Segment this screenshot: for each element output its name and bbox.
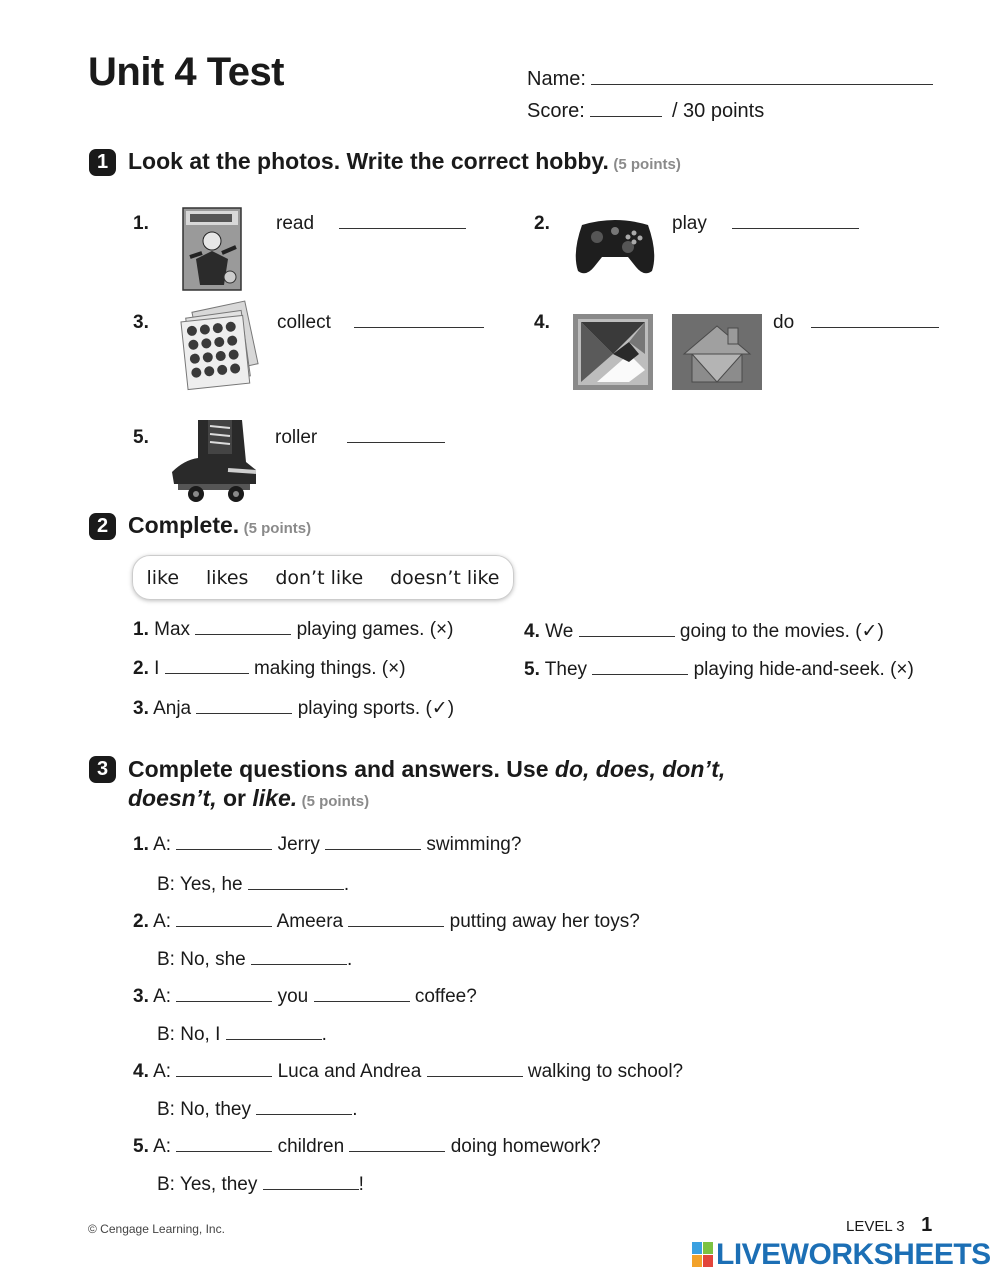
complete-item-1: 1. Max playing games. (×): [133, 619, 454, 640]
section-2-heading: [128, 512, 311, 539]
score-label: Score:: [527, 100, 585, 122]
complete-item-2: 2. I making things. (×): [133, 658, 406, 679]
score-field[interactable]: [590, 115, 662, 117]
qa-blank[interactable]: [256, 1113, 352, 1115]
qa-blank[interactable]: [348, 925, 444, 927]
hobby-item-3-number: 3.: [133, 312, 149, 333]
hobby-item-5-number: 5.: [133, 427, 149, 448]
word-bank: [132, 555, 514, 600]
section-1-badge: 1: [89, 149, 116, 176]
qa-item-2-question: 2. A: Ameera putting away her toys?: [133, 911, 640, 932]
section-1-title: Look at the photos. Write the correct hobby.: [128, 148, 609, 174]
qa-item-1-answer: B: Yes, he .: [157, 874, 350, 895]
section-1-points: (5 points): [613, 156, 681, 173]
check-mark: (✓): [425, 698, 455, 719]
qa-blank[interactable]: [248, 888, 344, 890]
qa-item-3-question: 3. A: you coffee?: [133, 986, 477, 1007]
live-badge-icon: [692, 1242, 714, 1268]
section-2-badge: 2: [89, 513, 116, 540]
section-3-title-line-1: Complete questions and answers. Use do, does, don’t,: [128, 756, 726, 782]
tangram-square-image: [573, 314, 653, 390]
complete-item-3-blank[interactable]: [196, 712, 292, 714]
hobby-item-5: [275, 427, 445, 449]
hobby-item-1: [276, 213, 466, 235]
qa-blank[interactable]: [263, 1188, 359, 1190]
hobby-item-3-blank[interactable]: [354, 326, 484, 328]
qa-blank[interactable]: [176, 1075, 272, 1077]
hobby-item-2-number: 2.: [534, 213, 550, 234]
complete-item-4-blank[interactable]: [579, 635, 675, 637]
qa-blank[interactable]: [325, 848, 421, 850]
stickers-image: [178, 304, 268, 390]
page-number: 1: [921, 1214, 933, 1236]
section-1-heading: [128, 148, 681, 175]
brand-text: LIVEWORKSHEETS: [716, 1238, 991, 1271]
name-field[interactable]: [591, 83, 933, 85]
section-3-badge: 3: [89, 756, 116, 783]
hobby-item-1-word: read: [276, 213, 315, 234]
tangram-house-image: [672, 314, 762, 390]
qa-item-2-answer: B: No, she .: [157, 949, 353, 970]
roller-skate-image: [168, 414, 260, 504]
qa-item-4-answer: B: No, they .: [157, 1099, 358, 1120]
qa-blank[interactable]: [314, 1000, 410, 1002]
hobby-item-4-word: do: [773, 312, 795, 333]
complete-item-5-blank[interactable]: [592, 673, 688, 675]
qa-blank[interactable]: [226, 1038, 322, 1040]
word-bank-item: like: [146, 566, 180, 589]
hobby-item-4: [773, 312, 939, 334]
liveworksheets-logo: [692, 1238, 991, 1272]
qa-blank[interactable]: [176, 1000, 272, 1002]
score-total: / 30 points: [671, 100, 765, 122]
qa-blank[interactable]: [427, 1075, 523, 1077]
hobby-item-5-blank[interactable]: [347, 441, 445, 443]
cross-mark: (×): [429, 619, 454, 640]
hobby-item-1-number: 1.: [133, 213, 149, 234]
hobby-item-3-word: collect: [277, 312, 331, 333]
hobby-item-1-blank[interactable]: [339, 227, 466, 229]
hobby-item-4-number: 4.: [534, 312, 550, 333]
qa-item-3-answer: B: No, I .: [157, 1024, 327, 1045]
qa-blank[interactable]: [251, 963, 347, 965]
hobby-item-3: [277, 312, 484, 334]
hobby-item-5-word: roller: [275, 427, 318, 448]
complete-item-3: 3. Anja playing sports. (✓): [133, 698, 455, 719]
name-label: Name:: [527, 68, 586, 90]
cross-mark: (×): [890, 659, 914, 680]
hobby-item-4-blank[interactable]: [811, 326, 939, 328]
section-2-title: Complete.: [128, 512, 240, 538]
word-bank-item: don’t like: [275, 566, 364, 589]
section-3-title-line-2: doesn’t, or like. (5 points): [128, 785, 370, 811]
game-controller-image: [572, 213, 658, 277]
cross-mark: (×): [381, 658, 406, 679]
section-2-points: (5 points): [243, 520, 312, 537]
section-3-points: (5 points): [301, 793, 370, 810]
comic-book-image: [182, 207, 242, 291]
word-bank-item: doesn’t like: [390, 566, 500, 589]
check-mark: (✓): [855, 621, 884, 642]
hobby-item-2-blank[interactable]: [732, 227, 859, 229]
qa-blank[interactable]: [176, 1150, 272, 1152]
complete-item-1-blank[interactable]: [195, 633, 291, 635]
name-row: [527, 68, 933, 91]
complete-item-2-blank[interactable]: [165, 672, 249, 674]
score-row: [527, 100, 764, 123]
copyright: © Cengage Learning, Inc.: [88, 1222, 225, 1236]
qa-item-4-question: 4. A: Luca and Andrea walking to school?: [133, 1061, 684, 1082]
qa-item-1-question: 1. A: Jerry swimming?: [133, 834, 522, 855]
level-label: LEVEL 3: [846, 1218, 905, 1235]
qa-blank[interactable]: [176, 925, 272, 927]
word-bank-item: likes: [205, 566, 249, 589]
qa-blank[interactable]: [176, 848, 272, 850]
page-title: Unit 4 Test: [88, 50, 285, 94]
qa-item-5-question: 5. A: children doing homework?: [133, 1136, 601, 1157]
complete-item-5: 5. They playing hide-and-seek. (×): [524, 659, 914, 680]
complete-item-4: 4. We going to the movies. (✓): [524, 621, 884, 642]
hobby-item-2-word: play: [672, 213, 707, 234]
qa-item-5-answer: B: Yes, they !: [157, 1174, 364, 1195]
level-info: [846, 1214, 932, 1237]
qa-blank[interactable]: [349, 1150, 445, 1152]
hobby-item-2: [672, 213, 859, 235]
